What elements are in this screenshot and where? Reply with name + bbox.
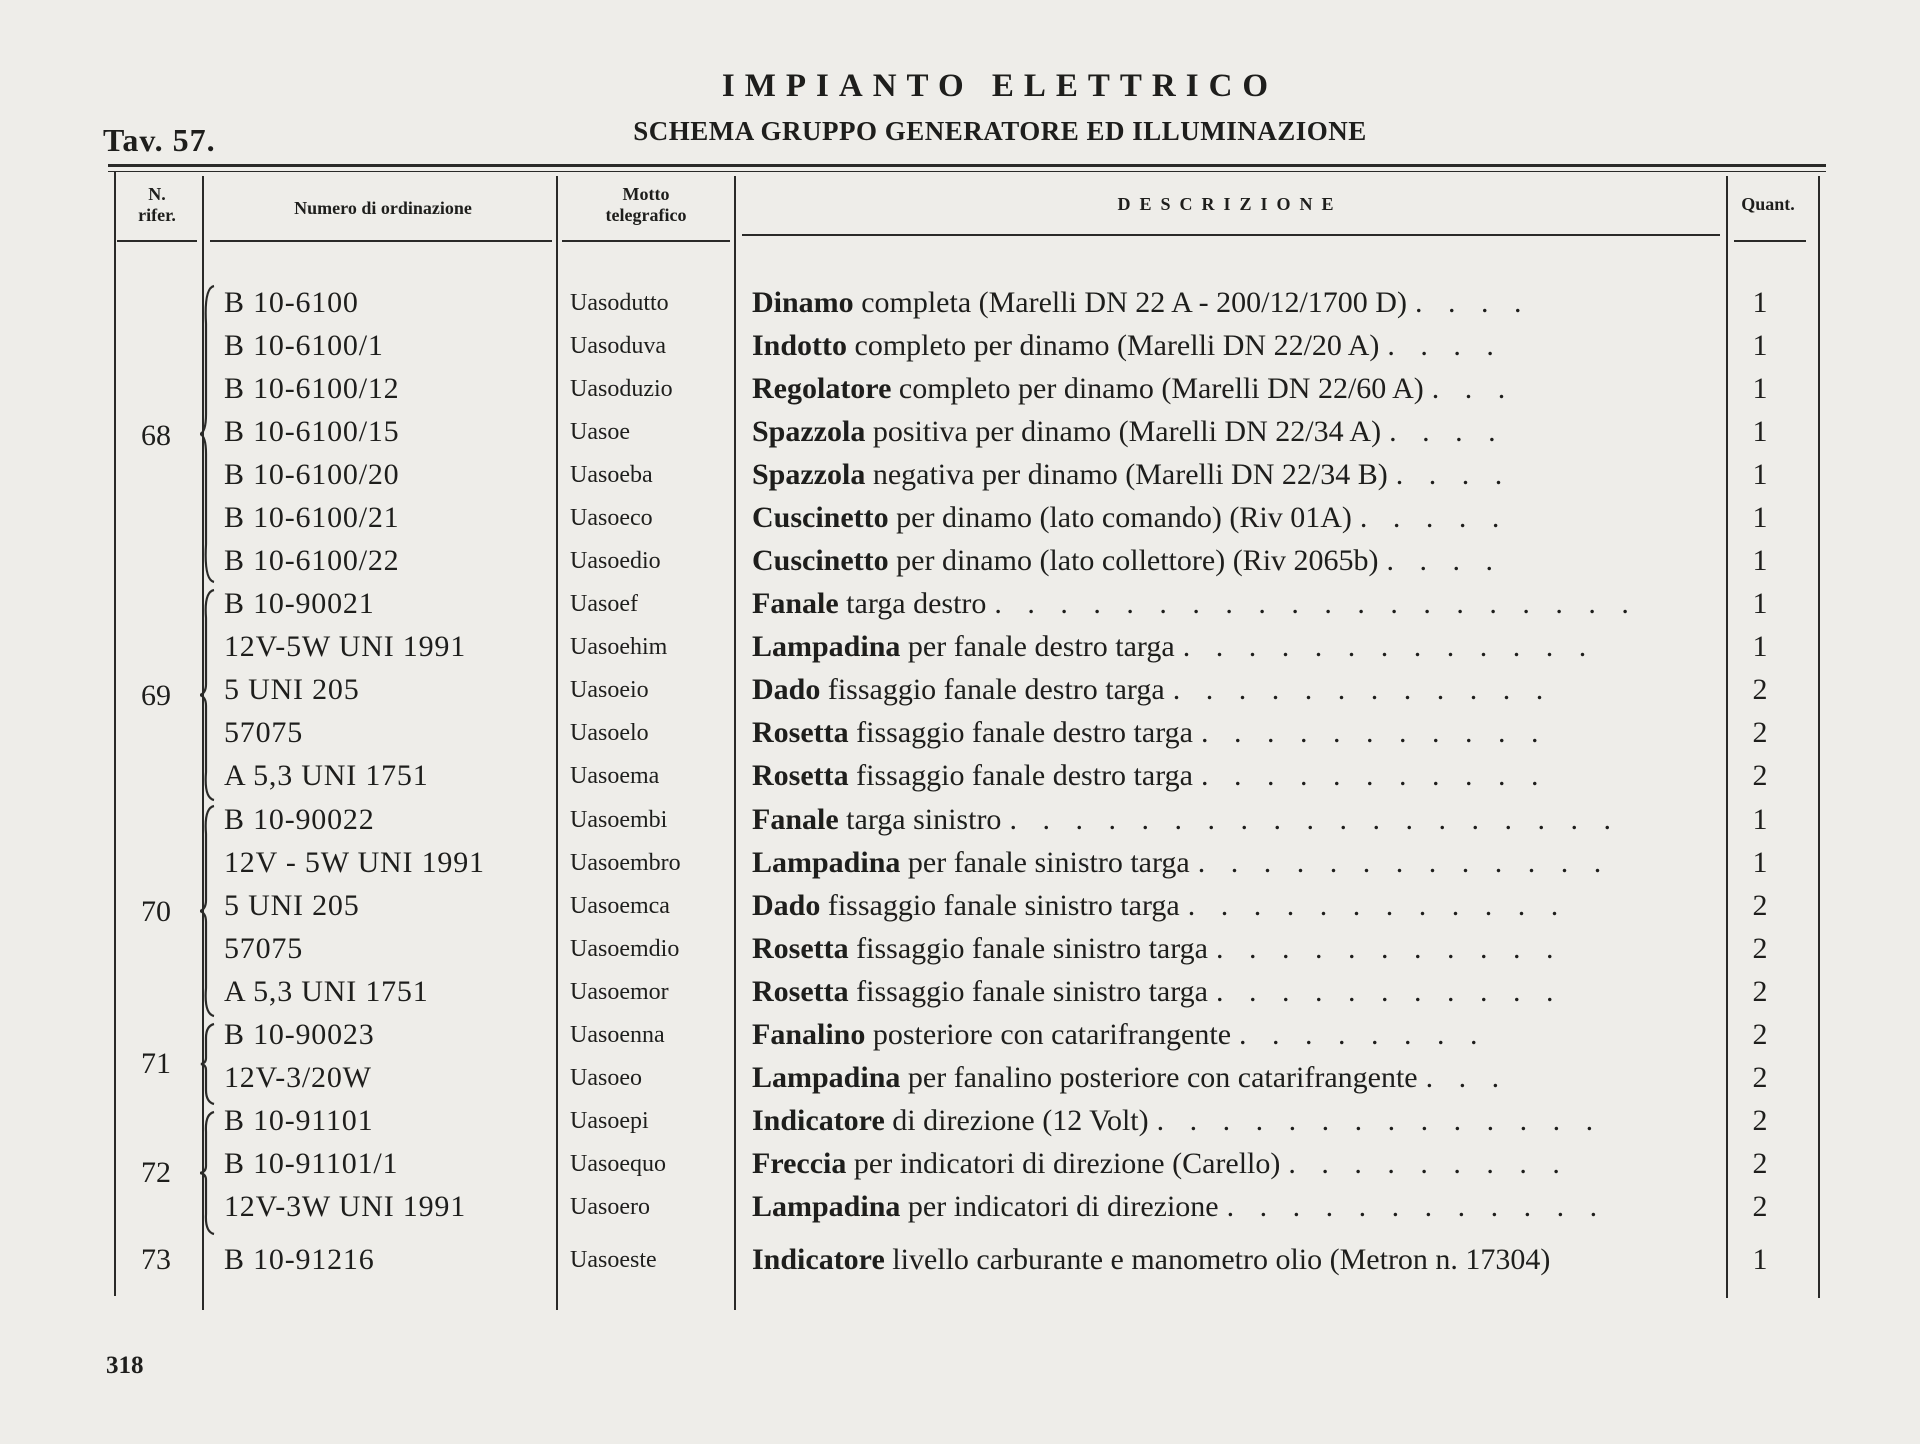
telegraph-code: Uasodutto: [570, 290, 669, 316]
header-description: DESCRIZIONE: [1117, 194, 1343, 214]
telegraph-code: Uasoeba: [570, 462, 653, 488]
order-number: B 10-90021: [224, 587, 375, 620]
quantity: 2: [1752, 932, 1768, 965]
header-underline-description: [742, 234, 1720, 236]
order-number: B 10-90023: [224, 1018, 375, 1051]
description: Spazzola negativa per dinamo (Marelli DN 22/34 B) . . . .: [752, 458, 1512, 491]
order-number: B 10-6100/21: [224, 501, 400, 534]
quantity: 1: [1752, 630, 1768, 663]
telegraph-code: Uasoemdio: [570, 936, 680, 962]
description: Fanalino posteriore con catarifrangente . . . . . . . .: [752, 1018, 1487, 1051]
quantity: 1: [1752, 846, 1768, 879]
telegraph-code: Uasoeo: [570, 1065, 642, 1091]
quantity: 1: [1752, 372, 1768, 405]
page-subtitle: SCHEMA GRUPPO GENERATORE ED ILLUMINAZIONE: [633, 116, 1367, 146]
quantity: 1: [1752, 286, 1768, 319]
quantity: 1: [1752, 544, 1768, 577]
order-number: B 10-6100/12: [224, 372, 400, 405]
table-row: [0, 1056, 1920, 1100]
table-row: [0, 927, 1920, 971]
group-ref-69: 69: [141, 679, 171, 712]
quantity: 1: [1752, 1243, 1768, 1276]
order-number: 12V-3W UNI 1991: [224, 1190, 466, 1223]
order-number: B 10-91101: [224, 1104, 374, 1137]
description: Indotto completo per dinamo (Marelli DN 22/20 A) . . . .: [752, 329, 1503, 362]
table-row: [0, 970, 1920, 1014]
table-row: [0, 453, 1920, 497]
description: Dinamo completa (Marelli DN 22 A - 200/12/1700 D) . . . .: [752, 286, 1531, 319]
quantity: 2: [1752, 716, 1768, 749]
table-row: [0, 1099, 1920, 1143]
table-row: [0, 711, 1920, 755]
order-number: B 10-6100: [224, 286, 359, 319]
telegraph-code: Uasoenna: [570, 1022, 665, 1048]
table-row: [0, 668, 1920, 712]
table-row: [0, 1013, 1920, 1057]
header-underline-order: [210, 240, 552, 242]
description: Indicatore livello carburante e manometro olio (Metron n. 17304): [752, 1243, 1551, 1276]
telegraph-code: Uasoepi: [570, 1108, 649, 1134]
order-number: 5 UNI 205: [224, 889, 360, 922]
group-ref-71: 71: [141, 1047, 171, 1080]
order-number: 12V - 5W UNI 1991: [224, 846, 485, 879]
header-quantity: Quant.: [1741, 194, 1795, 214]
table-row: [0, 582, 1920, 626]
quantity: 2: [1752, 1018, 1768, 1051]
group-ref-73: 73: [141, 1243, 171, 1276]
quantity: 2: [1752, 1104, 1768, 1137]
description: Cuscinetto per dinamo (lato collettore) (Riv 2065b) . . . .: [752, 544, 1503, 577]
table-number: Tav. 57.: [103, 122, 216, 158]
quantity: 2: [1752, 1061, 1768, 1094]
table-row: [0, 1238, 1920, 1282]
group-ref-72: 72: [141, 1156, 171, 1189]
top-rule-thin: [108, 171, 1826, 172]
table-row: [0, 496, 1920, 540]
telegraph-code: Uasoequo: [570, 1151, 666, 1177]
header-underline-motto: [562, 240, 730, 242]
telegraph-code: Uasoduva: [570, 333, 666, 359]
order-number: 12V-5W UNI 1991: [224, 630, 466, 663]
table-row: [0, 324, 1920, 368]
description: Fanale targa destro . . . . . . . . . . . . . . . . . . . .: [752, 587, 1638, 620]
header-motto: Motto telegrafico: [605, 184, 687, 225]
table-row: [0, 754, 1920, 798]
description: Dado fissaggio fanale sinistro targa . . . . . . . . . . . .: [752, 889, 1568, 922]
telegraph-code: Uasoeio: [570, 677, 649, 703]
telegraph-code: Uasoembi: [570, 807, 668, 833]
table-row: [0, 625, 1920, 669]
telegraph-code: Uasoe: [570, 419, 630, 445]
order-number: A 5,3 UNI 1751: [224, 759, 429, 792]
quantity: 2: [1752, 1147, 1768, 1180]
telegraph-code: Uasoelo: [570, 720, 649, 746]
table-row: [0, 539, 1920, 583]
quantity: 1: [1752, 501, 1768, 534]
description: Rosetta fissaggio fanale sinistro targa . . . . . . . . . . .: [752, 932, 1563, 965]
description: Cuscinetto per dinamo (lato comando) (Riv 01A) . . . . .: [752, 501, 1509, 534]
table-row: [0, 410, 1920, 454]
order-number: B 10-90022: [224, 803, 375, 836]
quantity: 1: [1752, 458, 1768, 491]
order-number: B 10-6100/20: [224, 458, 400, 491]
group-ref-70: 70: [141, 895, 171, 928]
quantity: 1: [1752, 587, 1768, 620]
table-row: [0, 798, 1920, 842]
description: Indicatore di direzione (12 Volt) . . . . . . . . . . . . . .: [752, 1104, 1603, 1137]
description: Regolatore completo per dinamo (Marelli DN 22/60 A) . . .: [752, 372, 1515, 405]
header-underline-ref: [117, 240, 197, 242]
order-number: B 10-6100/22: [224, 544, 400, 577]
order-number: 57075: [224, 932, 303, 965]
table-row: [0, 367, 1920, 411]
description: Rosetta fissaggio fanale sinistro targa . . . . . . . . . . .: [752, 975, 1563, 1008]
order-number: 57075: [224, 716, 303, 749]
telegraph-code: Uasoema: [570, 763, 660, 789]
telegraph-code: Uasoemca: [570, 893, 670, 919]
description: Lampadina per indicatori di direzione . . . . . . . . . . . .: [752, 1190, 1607, 1223]
telegraph-code: Uasoedio: [570, 548, 661, 574]
telegraph-code: Uasoduzio: [570, 376, 673, 402]
header-order-number: Numero di ordinazione: [294, 198, 472, 218]
order-number: A 5,3 UNI 1751: [224, 975, 429, 1008]
quantity: 2: [1752, 673, 1768, 706]
description: Lampadina per fanalino posteriore con catarifrangente . . .: [752, 1061, 1509, 1094]
table-row: [0, 1185, 1920, 1229]
telegraph-code: Uasoembro: [570, 850, 681, 876]
description: Rosetta fissaggio fanale destro targa . . . . . . . . . . .: [752, 716, 1548, 749]
table-row: [0, 281, 1920, 325]
group-ref-68: 68: [141, 419, 171, 452]
quantity: 2: [1752, 889, 1768, 922]
page-number: 318: [106, 1352, 144, 1379]
order-number: B 10-6100/1: [224, 329, 384, 362]
table-row: [0, 1142, 1920, 1186]
description: Lampadina per fanale sinistro targa . . . . . . . . . . . . .: [752, 846, 1611, 879]
description: Freccia per indicatori di direzione (Carello) . . . . . . . . .: [752, 1147, 1569, 1180]
quantity: 1: [1752, 415, 1768, 448]
quantity: 2: [1752, 759, 1768, 792]
telegraph-code: Uasoemor: [570, 979, 669, 1005]
page-title: IMPIANTO ELETTRICO: [721, 68, 1279, 104]
telegraph-code: Uasoef: [570, 591, 638, 617]
telegraph-code: Uasoehim: [570, 634, 668, 660]
table-row: [0, 841, 1920, 885]
order-number: B 10-91101/1: [224, 1147, 399, 1180]
description: Fanale targa sinistro . . . . . . . . . . . . . . . . . . .: [752, 803, 1620, 836]
quantity: 1: [1752, 329, 1768, 362]
telegraph-code: Uasoeste: [570, 1247, 657, 1273]
description: Dado fissaggio fanale destro targa . . . . . . . . . . . .: [752, 673, 1553, 706]
table-row: [0, 884, 1920, 928]
header-ref: N. rifer.: [138, 184, 176, 225]
order-number: 5 UNI 205: [224, 673, 360, 706]
quantity: 1: [1752, 803, 1768, 836]
description: Rosetta fissaggio fanale destro targa . . . . . . . . . . .: [752, 759, 1548, 792]
order-number: B 10-6100/15: [224, 415, 400, 448]
top-rule-thick: [108, 164, 1826, 167]
telegraph-code: Uasoeco: [570, 505, 653, 531]
description: Spazzola positiva per dinamo (Marelli DN 22/34 A) . . . .: [752, 415, 1505, 448]
header-underline-quantity: [1734, 240, 1806, 242]
telegraph-code: Uasoero: [570, 1194, 650, 1220]
quantity: 2: [1752, 1190, 1768, 1223]
order-number: B 10-91216: [224, 1243, 375, 1276]
quantity: 2: [1752, 975, 1768, 1008]
order-number: 12V-3/20W: [224, 1061, 372, 1094]
description: Lampadina per fanale destro targa . . . . . . . . . . . . .: [752, 630, 1596, 663]
